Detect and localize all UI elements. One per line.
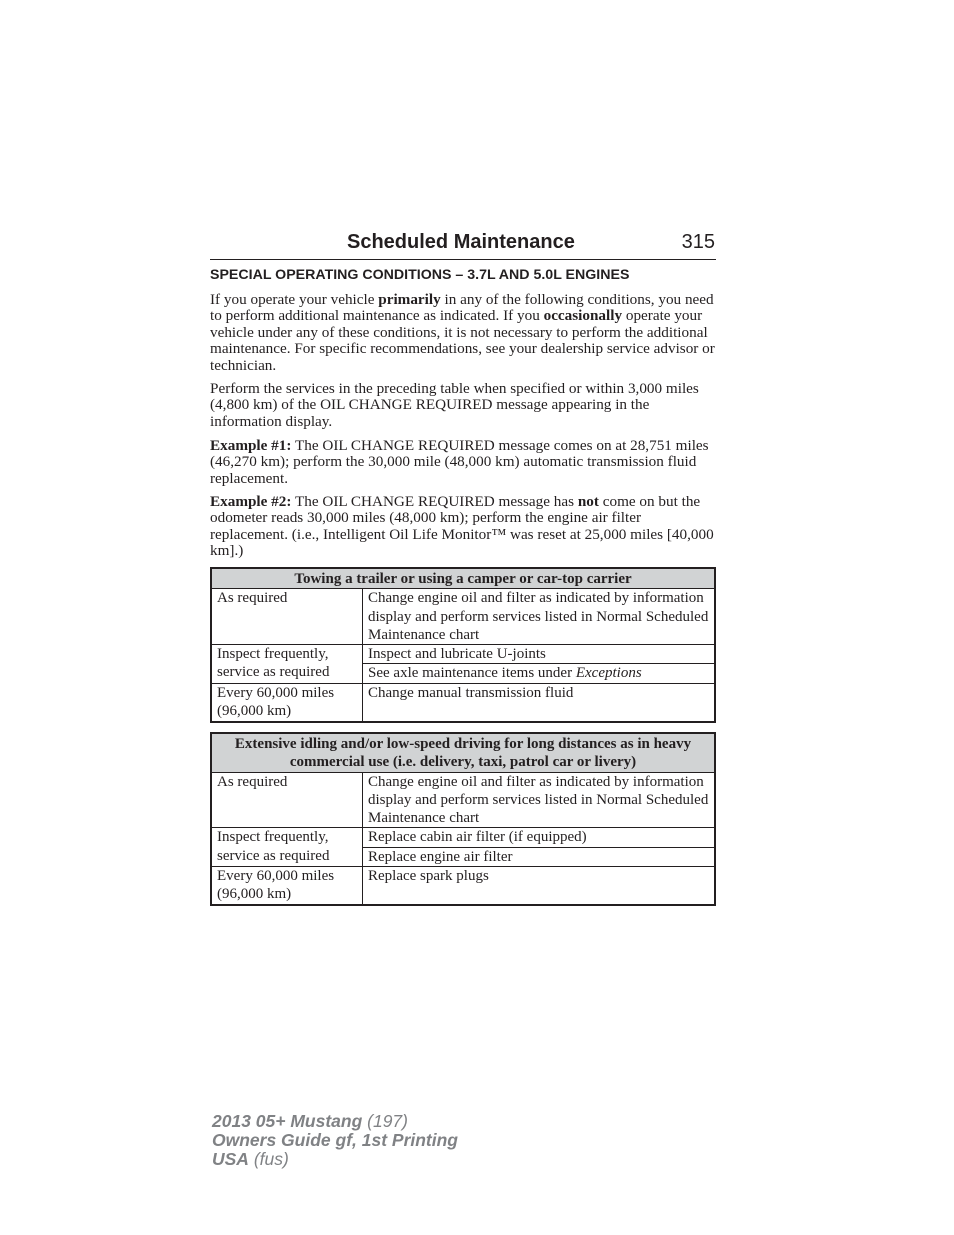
- action-cell: Change manual transmission fluid: [363, 683, 716, 722]
- table-title: Towing a trailer or using a camper or car-top carrier: [211, 568, 715, 589]
- table-row: [211, 772, 715, 828]
- action-cell: Change engine oil and filter as indicated by information display and perform services listed in Normal Scheduled Maintenance chart: [363, 772, 716, 828]
- interval-cell: Every 60,000 miles (96,000 km): [211, 683, 363, 722]
- action-cell: Change engine oil and filter as indicated by information display and perform services listed in Normal Scheduled Maintenance chart: [363, 589, 716, 645]
- interval-cell: Inspect frequently, service as required: [211, 645, 363, 684]
- page-header: [210, 229, 716, 260]
- action-cell: Replace cabin air filter (if equipped): [363, 828, 716, 847]
- action-cell: Inspect and lubricate U-joints: [363, 645, 716, 664]
- intro-paragraph: If you operate your vehicle primarily in any of the following conditions, you need to perform additional maintenance as indicated. If you occasionally operate your vehicle under any of these conditions, it is not necessary to perform the additional maintenance. For specific recommendations, see your dealership service advisor or technician.: [210, 291, 715, 374]
- table-row: [211, 683, 715, 722]
- footer-line-2: Owners Guide gf, 1st Printing: [212, 1130, 458, 1150]
- table-title: Extensive idling and/or low-speed driving for long distances as in heavy commercial use (i.e. delivery, taxi, patrol car or livery): [211, 733, 715, 772]
- idling-maintenance-table: [210, 732, 716, 906]
- interval-cell: Every 60,000 miles (96,000 km): [211, 867, 363, 906]
- table-row: [211, 867, 715, 906]
- interval-cell: Inspect frequently, service as required: [211, 828, 363, 867]
- page-title: Scheduled Maintenance: [347, 231, 575, 253]
- example-1: Example #1: The OIL CHANGE REQUIRED message comes on at 28,751 miles (46,270 km); perform the 30,000 mile (48,000 km) automatic transmission fluid replacement.: [210, 437, 709, 487]
- footer-line-3: USA (fus): [212, 1149, 289, 1169]
- action-cell: Replace engine air filter: [363, 847, 716, 866]
- action-cell: See axle maintenance items under Exceptions: [363, 664, 716, 683]
- interval-cell: As required: [211, 589, 363, 645]
- page-number: 315: [681, 231, 715, 253]
- interval-cell: As required: [211, 772, 363, 828]
- table-row: [211, 828, 715, 847]
- table-row: [211, 645, 715, 664]
- example-2: Example #2: The OIL CHANGE REQUIRED message has not come on but the odometer reads 30,000 miles (48,000 km); perform the engine air filter replacement. (i.e., Intelligent Oil Life Monitor™ was reset at 25,000 miles [40,000 km].): [210, 493, 714, 560]
- section-title: SPECIAL OPERATING CONDITIONS – 3.7L AND 5.0L ENGINES: [210, 267, 630, 283]
- action-cell: Replace spark plugs: [363, 867, 716, 906]
- table-row: [211, 589, 715, 645]
- towing-maintenance-table: [210, 567, 716, 723]
- services-paragraph: Perform the services in the preceding table when specified or within 3,000 miles (4,800 km) of the OIL CHANGE REQUIRED message appearing in the information display.: [210, 380, 699, 430]
- footer-line-1: 2013 05+ Mustang (197): [212, 1111, 408, 1131]
